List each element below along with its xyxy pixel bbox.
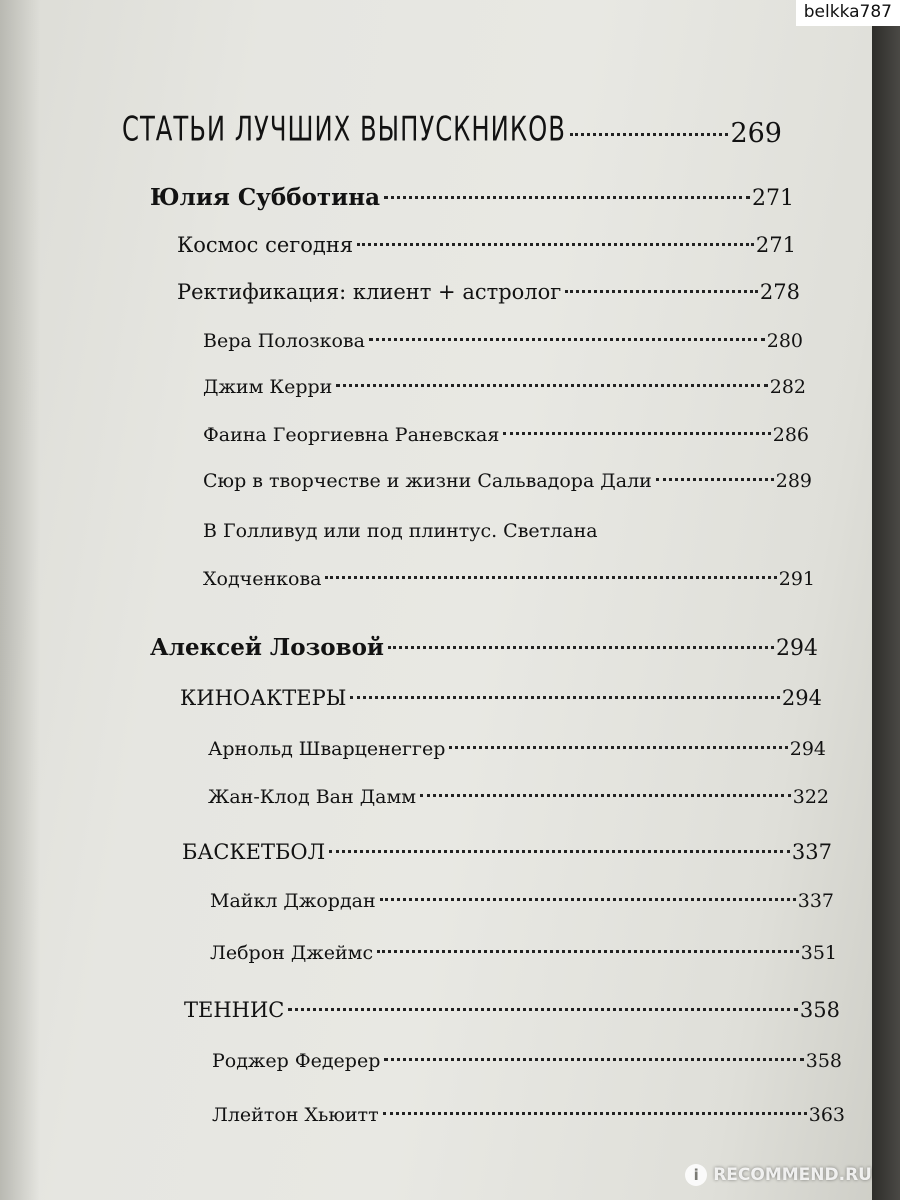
dot-leader bbox=[384, 196, 750, 199]
dot-leader bbox=[384, 1058, 803, 1061]
entry-page-number: 280 bbox=[766, 330, 803, 352]
entry-title: Майкл Джордан bbox=[210, 890, 376, 912]
dot-leader bbox=[503, 432, 770, 435]
dot-leader bbox=[350, 696, 780, 699]
toc-entry bbox=[212, 1104, 845, 1126]
toc-entry bbox=[177, 233, 796, 257]
entry-title: Джим Керри bbox=[203, 376, 333, 398]
toc-entry bbox=[203, 470, 812, 492]
entry-page-number: 294 bbox=[776, 636, 818, 661]
dot-leader bbox=[357, 243, 754, 246]
dot-leader bbox=[383, 1112, 807, 1115]
entry-title: Фаина Георгиевна Раневская bbox=[203, 424, 500, 446]
entry-title: БАСКЕТБОЛ bbox=[182, 840, 326, 864]
entry-page-number: 289 bbox=[775, 470, 812, 492]
dot-leader bbox=[449, 746, 787, 749]
toc-entry-author bbox=[150, 184, 794, 211]
watermark-text: RECOMMEND.RU bbox=[713, 1165, 872, 1185]
entry-page-number: 351 bbox=[800, 942, 837, 964]
toc-entry bbox=[212, 1050, 842, 1072]
entry-title: КИНОАКТЕРЫ bbox=[180, 686, 347, 710]
toc-entry bbox=[208, 738, 826, 760]
entry-page-number: 282 bbox=[769, 376, 806, 398]
entry-page-number: 337 bbox=[797, 890, 834, 912]
section-title: СТАТЬИ ЛУЧШИХ ВЫПУСКНИКОВ bbox=[122, 110, 566, 149]
entry-title: Вера Полозкова bbox=[203, 330, 365, 352]
entry-title: Арнольд Шварценеггер bbox=[208, 738, 446, 760]
dot-leader bbox=[380, 898, 796, 901]
toc-entry-category bbox=[182, 840, 832, 864]
entry-title: Ллейтон Хьюитт bbox=[212, 1104, 379, 1126]
entry-title: Сюр в творчестве и жизни Сальвадора Дали bbox=[203, 470, 652, 492]
dot-leader bbox=[325, 576, 776, 579]
entry-page-number: 278 bbox=[759, 280, 800, 304]
entry-page-number: 363 bbox=[808, 1104, 845, 1126]
entry-page-number: 322 bbox=[792, 786, 829, 808]
dot-leader bbox=[369, 338, 765, 341]
dot-leader bbox=[656, 478, 774, 481]
dot-leader bbox=[420, 794, 791, 797]
toc-entry bbox=[210, 942, 837, 964]
section-page-number: 269 bbox=[730, 118, 782, 149]
page-edge-shadow bbox=[872, 0, 900, 1200]
entry-title: Роджер Федерер bbox=[212, 1050, 381, 1072]
entry-page-number: 358 bbox=[799, 998, 840, 1022]
recommend-logo-icon: i bbox=[685, 1164, 707, 1186]
toc-entry bbox=[210, 890, 834, 912]
toc-entry bbox=[203, 330, 803, 352]
entry-title: Космос сегодня bbox=[177, 233, 354, 257]
entry-page-number: 291 bbox=[778, 568, 815, 590]
entry-title: Юлия Субботина bbox=[150, 184, 380, 211]
dot-leader bbox=[377, 950, 799, 953]
entry-title: Алексей Лозовой bbox=[150, 634, 384, 661]
entry-title-line2: Ходченкова bbox=[203, 568, 322, 590]
entry-title-line1: В Голливуд или под плинтус. Светлана bbox=[203, 520, 598, 542]
dot-leader bbox=[565, 290, 758, 293]
toc-entry bbox=[203, 376, 806, 398]
entry-title: Ректификация: клиент + астролог bbox=[177, 280, 562, 304]
entry-page-number: 294 bbox=[781, 686, 822, 710]
dot-leader bbox=[288, 1008, 798, 1011]
dot-leader bbox=[336, 384, 767, 387]
entry-page-number: 286 bbox=[772, 424, 809, 446]
entry-page-number: 358 bbox=[805, 1050, 842, 1072]
toc-entry-category bbox=[180, 686, 822, 710]
toc-entry bbox=[203, 568, 815, 590]
toc-entry-category bbox=[184, 998, 840, 1022]
toc-entry bbox=[177, 280, 800, 304]
toc-section-heading bbox=[122, 110, 782, 149]
entry-page-number: 271 bbox=[755, 233, 796, 257]
toc-entry bbox=[203, 424, 809, 446]
entry-title: Жан-Клод Ван Дамм bbox=[208, 786, 417, 808]
dot-leader bbox=[388, 646, 774, 649]
toc-entry bbox=[208, 786, 829, 808]
entry-page-number: 337 bbox=[791, 840, 832, 864]
toc-entry-author bbox=[150, 634, 818, 661]
dot-leader bbox=[329, 850, 790, 853]
entry-page-number: 271 bbox=[752, 186, 794, 211]
toc-entry-line1 bbox=[203, 520, 598, 542]
username-tag: belkka787 bbox=[796, 0, 900, 26]
entry-page-number: 294 bbox=[789, 738, 826, 760]
entry-title: ТЕННИС bbox=[184, 998, 285, 1022]
entry-title: Леброн Джеймс bbox=[210, 942, 374, 964]
site-watermark bbox=[685, 1164, 872, 1186]
dot-leader bbox=[570, 133, 729, 136]
